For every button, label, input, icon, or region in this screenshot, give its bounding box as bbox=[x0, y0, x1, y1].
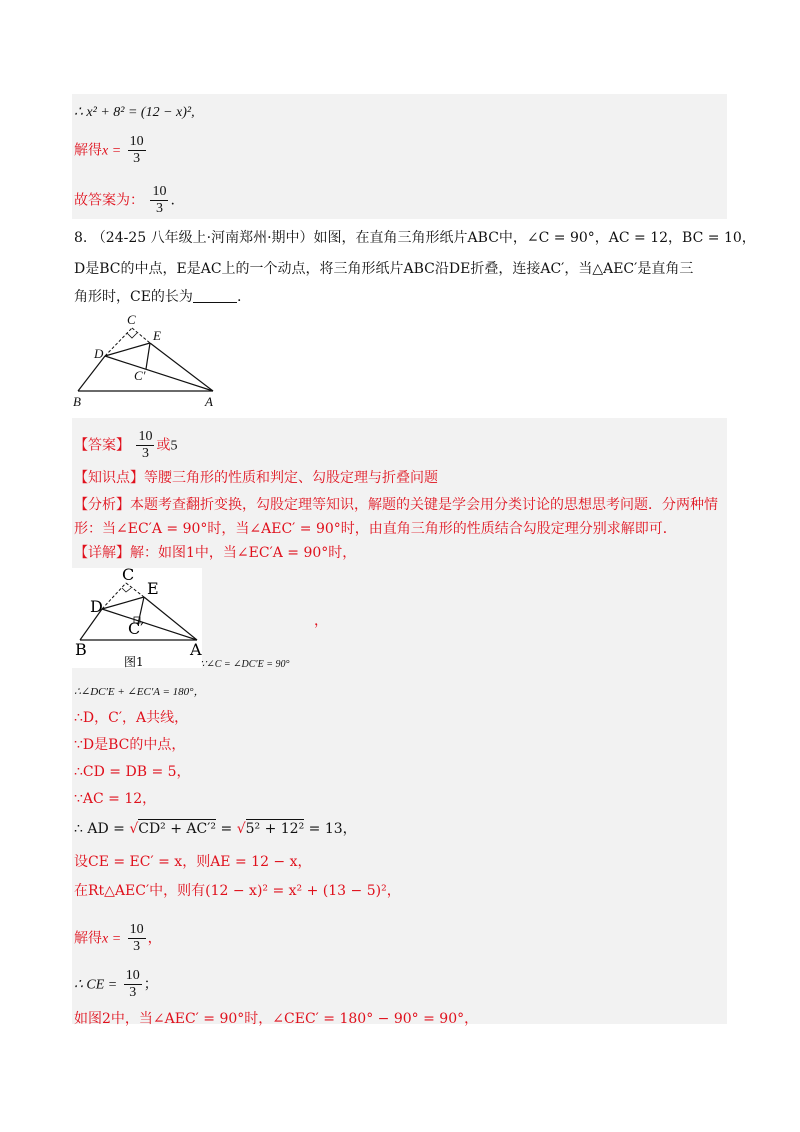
answer-line: 【答案】 $\frac{10}{3}$ 或5 bbox=[74, 429, 178, 461]
figure-1-caption: 图1 bbox=[124, 655, 144, 668]
fraction: $\frac{10}{3}$ bbox=[129, 134, 144, 166]
step-line-2: ∴D，C′，A共线， bbox=[74, 710, 189, 726]
fig1-label-c-prime: C′ bbox=[128, 619, 144, 638]
step-line-10: ∴ CE = $\frac{10}{3}$ ； bbox=[74, 968, 158, 1000]
step-line-11: 如图2中，当∠AEC′ = 90°时，∠CEC′ = 180° − 90° = 90°， bbox=[74, 1011, 479, 1027]
stray-comma: ， bbox=[314, 613, 328, 629]
solve-line: 解得x = $\frac{10}{3}$ bbox=[74, 134, 144, 166]
label-c-prime: C′ bbox=[134, 368, 146, 383]
step-line-8: 在Rt△AEC′中，则有(12 − x)² = x² + (13 − 5)²， bbox=[74, 883, 401, 899]
question-line-2: D是BC的中点，E是AC上的一个动点，将三角形纸片ABC沿DE折叠，连接AC′，当△AEC′是直角三 bbox=[74, 261, 694, 277]
fraction: $\frac{10}{3}$ bbox=[152, 184, 167, 216]
fraction: $\frac{10}{3}$ bbox=[138, 429, 153, 461]
fig1-label-a: A bbox=[190, 640, 202, 659]
question-line-1: 8. （24-25 八年级上·河南郑州·期中）如图，在直角三角形纸片ABC中，∠C = 90°，AC = 12，BC = 10， bbox=[74, 230, 756, 246]
step-line-7: 设CE = EC′ = x，则AE = 12 − x， bbox=[74, 854, 312, 870]
label-d: D bbox=[94, 346, 104, 361]
fig1-label-c: C bbox=[122, 568, 135, 584]
because-angle-line: ∵∠C = ∠DC′E = 90° bbox=[200, 659, 290, 670]
step-line-6: ∴ AD = √CD² + AC′² = √5² + 12² = 13， bbox=[74, 821, 357, 837]
fig1-label-b: B bbox=[75, 640, 87, 659]
step-line-5: ∵AC = 12， bbox=[74, 791, 157, 807]
step-line-4: ∴CD = DB = 5， bbox=[74, 764, 191, 780]
label-a: A bbox=[205, 394, 213, 409]
fig1-label-e: E bbox=[147, 579, 159, 598]
label-e: E bbox=[153, 328, 161, 343]
knowledge-line: 【知识点】等腰三角形的性质和判定、勾股定理与折叠问题 bbox=[74, 470, 438, 486]
analysis-line-2: 形：当∠EC′A = 90°时，当∠AEC′ = 90°时，由直角三角形的性质结合勾股定理分别求解即可． bbox=[74, 521, 677, 537]
triangle-figure bbox=[68, 310, 228, 410]
fraction: $\frac{10}{3}$ bbox=[129, 922, 144, 954]
figure-1-diagram bbox=[72, 568, 202, 668]
question-line-3: 角形时，CE的长为 . bbox=[74, 289, 242, 305]
analysis-line-1: 【分析】本题考查翻折变换，勾股定理等知识，解题的关键是学会用分类讨论的思想思考问题．分两种情 bbox=[74, 497, 718, 513]
label-b: B bbox=[73, 394, 81, 409]
answer-line-top: 故答案为： $\frac{10}{3}$ . bbox=[74, 184, 175, 216]
detail-line-1: 【详解】解：如图1中，当∠EC′A = 90°时， bbox=[74, 545, 357, 561]
triangle-diagram bbox=[68, 310, 228, 410]
label-c: C bbox=[127, 312, 136, 327]
fig1-label-d: D bbox=[90, 597, 103, 616]
step-line-9: 解得x = $\frac{10}{3}$ ， bbox=[74, 922, 162, 954]
equation-line: ∴ x² + 8² = (12 − x)², bbox=[74, 105, 195, 120]
figure-1-box bbox=[72, 568, 202, 668]
step-line-1: ∴∠DC′E + ∠EC′A = 180°， bbox=[74, 686, 205, 698]
fraction: $\frac{10}{3}$ bbox=[125, 968, 140, 1000]
answer-blank bbox=[193, 288, 237, 303]
step-line-3: ∵D是BC的中点， bbox=[74, 737, 186, 753]
